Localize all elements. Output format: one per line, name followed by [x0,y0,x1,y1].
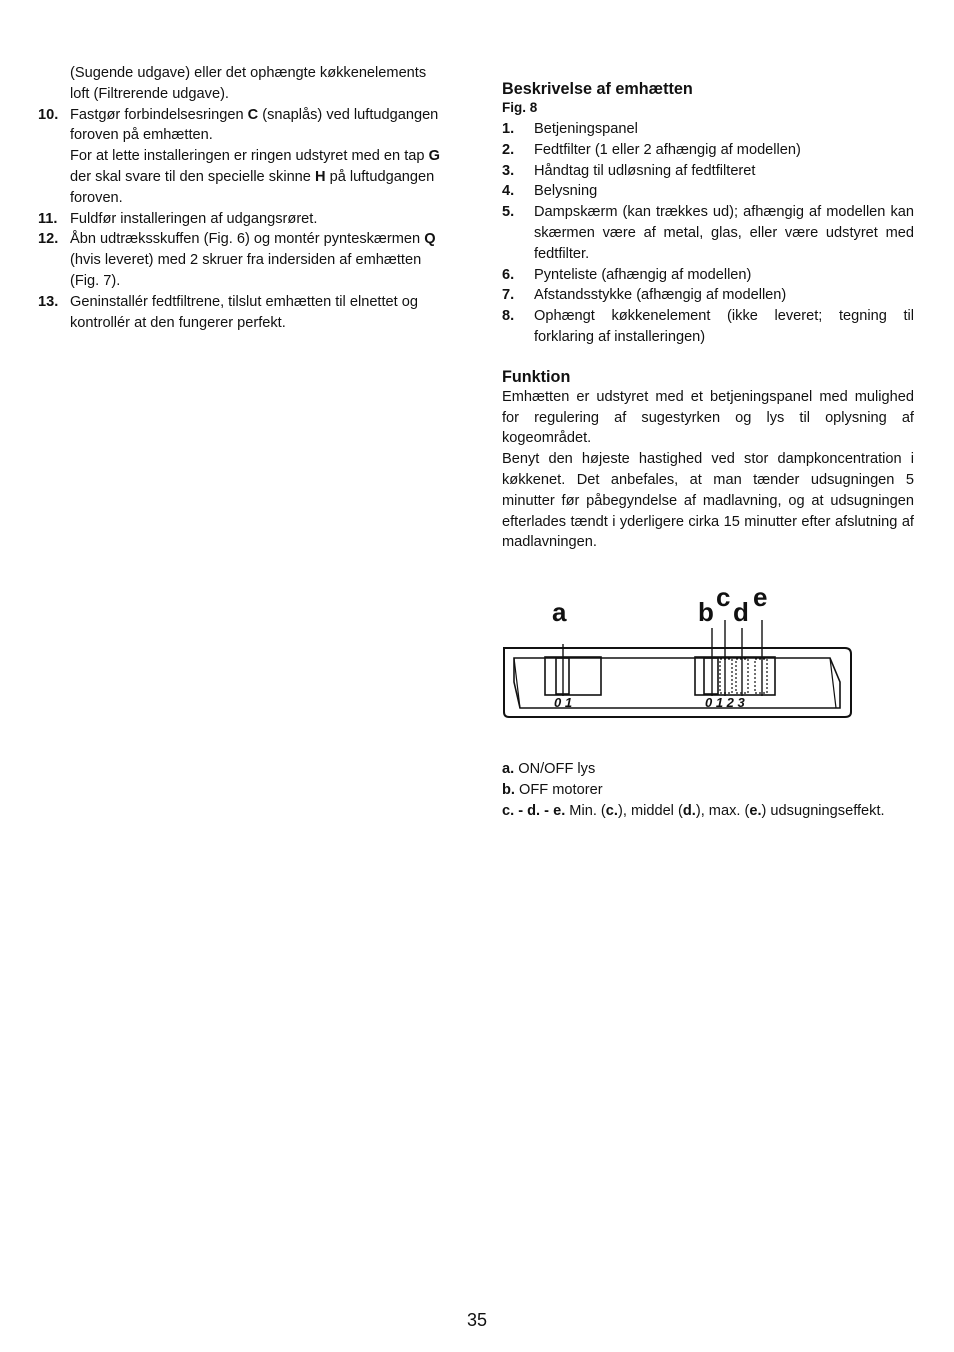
text-line [70,250,448,271]
text-run: ) udsugningseffekt. [761,803,885,819]
bold-reference: e. [749,803,762,819]
legend-item [502,780,922,801]
legend-item [502,801,922,822]
text-run: ), max. ( [695,803,750,819]
text-line [70,292,448,313]
part-number: 6. [502,266,515,283]
text-run: Geninstallér fedtfiltrene, tilslut emhætten til elnettet og [70,293,418,310]
legend-item [502,759,922,780]
text-line: loft (Filtrerende udgave). [70,85,229,102]
part-item [502,161,914,182]
bold-reference: b. [502,782,515,798]
function-heading: Funktion [502,367,571,386]
text-line [70,125,448,146]
function-paragraph-2: Benyt den højeste hastighed ved stor dampkoncentration i køkkenet. Det anbefales, at man tænder udsugningen 5 minutter før påbegyndelse af madlavning, og at udsugningen efterlades tændt i yderligere cirka 15 minutter efter afslutning af madlavningen. [502,451,914,551]
part-number: 3. [502,162,515,179]
step-item [38,292,448,334]
part-text: Dampskærm (kan trækkes ud); afhængig af modellen kan skærmen være af metal, glas, eller være udstyret med fedtfilter. [534,204,914,262]
left-column [38,63,448,333]
text-line [70,188,448,209]
text-line [70,313,448,334]
part-text: Håndtag til udløsning af fedtfilteret [534,162,756,179]
text-run: ON/OFF lys [514,761,596,777]
text-line [70,167,448,188]
part-number: 1. [502,121,515,137]
text-run: på luftudgangen [325,168,435,185]
hood-parts-list [502,119,914,348]
motor-off-switch [704,658,718,694]
step-item [38,229,448,291]
part-item [502,285,914,306]
motor-switch-housing [695,657,775,695]
part-number: 8. [502,308,515,325]
bold-reference: d. [682,803,696,819]
bold-reference: Q [424,231,436,248]
page-number: 35 [466,1310,488,1330]
figure-legend [502,759,922,822]
part-text: Afstandsstykke (afhængig af modellen) [534,287,787,304]
text-run: Min. ( [565,803,606,819]
bold-reference: H [314,168,326,185]
step-text [70,229,448,291]
step-number: 13. [38,293,59,310]
part-text: Ophængt køkkenelement (ikke leveret; tegning til forklaring af installeringen) [534,308,914,345]
text-run: der skal svare til den specielle skinne [70,168,315,185]
text-run: Fastgør forbindelsesringen [70,106,248,123]
speed-1-button [720,659,732,693]
step-item [38,105,448,209]
control-panel-figure [500,584,856,724]
text-line: (Sugende udgave) eller det ophængte køkkenelements [70,65,427,81]
text-line [70,105,448,126]
bold-reference: C [247,106,259,123]
right-column [502,79,914,553]
label-e: e [753,584,768,612]
part-number: 2. [502,141,515,158]
text-run: foroven. [70,189,123,206]
step-number: 12. [38,231,59,248]
part-text: Betjeningspanel [534,121,638,137]
text-run: foroven på emhætten. [70,127,213,144]
light-switch-housing [545,657,601,695]
step-text [70,209,448,230]
text-run: kontrollér at den fungerer perfekt. [70,314,286,331]
part-text: Belysning [534,183,598,200]
part-item [502,181,914,202]
text-run: Fuldfør installeringen af udgangsrøret. [70,210,318,227]
step-number: 10. [38,106,59,123]
text-run: (snaplås) ved luftudgangen [258,106,439,123]
control-panel-drawing [500,584,856,724]
step-item [38,209,448,230]
part-text: Fedtfilter (1 eller 2 afhængig af modellen) [534,141,801,158]
text-line [70,271,448,292]
part-item [502,119,914,140]
part-item [502,202,914,264]
figure-reference: Fig. 8 [502,100,538,115]
speed-3-button [755,659,767,693]
step-text [70,292,448,334]
part-number: 5. [502,204,515,221]
bold-reference: c. [605,803,618,819]
label-b: b [698,597,714,627]
part-item [502,306,914,348]
part-text: Pynteliste (afhængig af modellen) [534,266,752,283]
part-number: 7. [502,287,515,304]
text-line [70,229,448,250]
continuation-text [38,63,448,105]
label-a: a [552,597,567,627]
text-run: OFF motorer [514,782,603,798]
label-c: c [716,584,731,612]
bold-reference: a. [502,761,515,777]
label-d: d [733,597,749,627]
text-run: ), middel ( [617,803,683,819]
description-heading: Beskrivelse af emhætten [502,80,693,98]
light-scale-label: 0 1 [554,695,573,710]
text-line [70,209,448,230]
function-paragraph-1: Emhætten er udstyret med et betjeningspanel med mulighed for regulering af sugestyrken og lys til oplysning af kogeområdet. [502,388,914,447]
installation-steps-list [38,105,448,334]
bold-reference: c. - d. - e. [502,803,566,819]
bold-reference: G [428,148,440,165]
part-item [502,265,914,286]
text-run: (Fig. 7). [70,272,121,289]
step-text [70,105,448,209]
part-number: 4. [502,183,515,200]
step-number: 11. [38,210,58,227]
text-line [70,146,448,167]
motor-scale-label: 0 1 2 3 [705,695,745,710]
text-run: For at lette installeringen er ringen udstyret med en tap [70,148,429,165]
part-item [502,140,914,161]
text-run: (hvis leveret) med 2 skruer fra indersiden af emhætten [70,252,422,269]
text-run: Åbn udtræksskuffen (Fig. 6) og montér pynteskærmen [70,231,425,248]
